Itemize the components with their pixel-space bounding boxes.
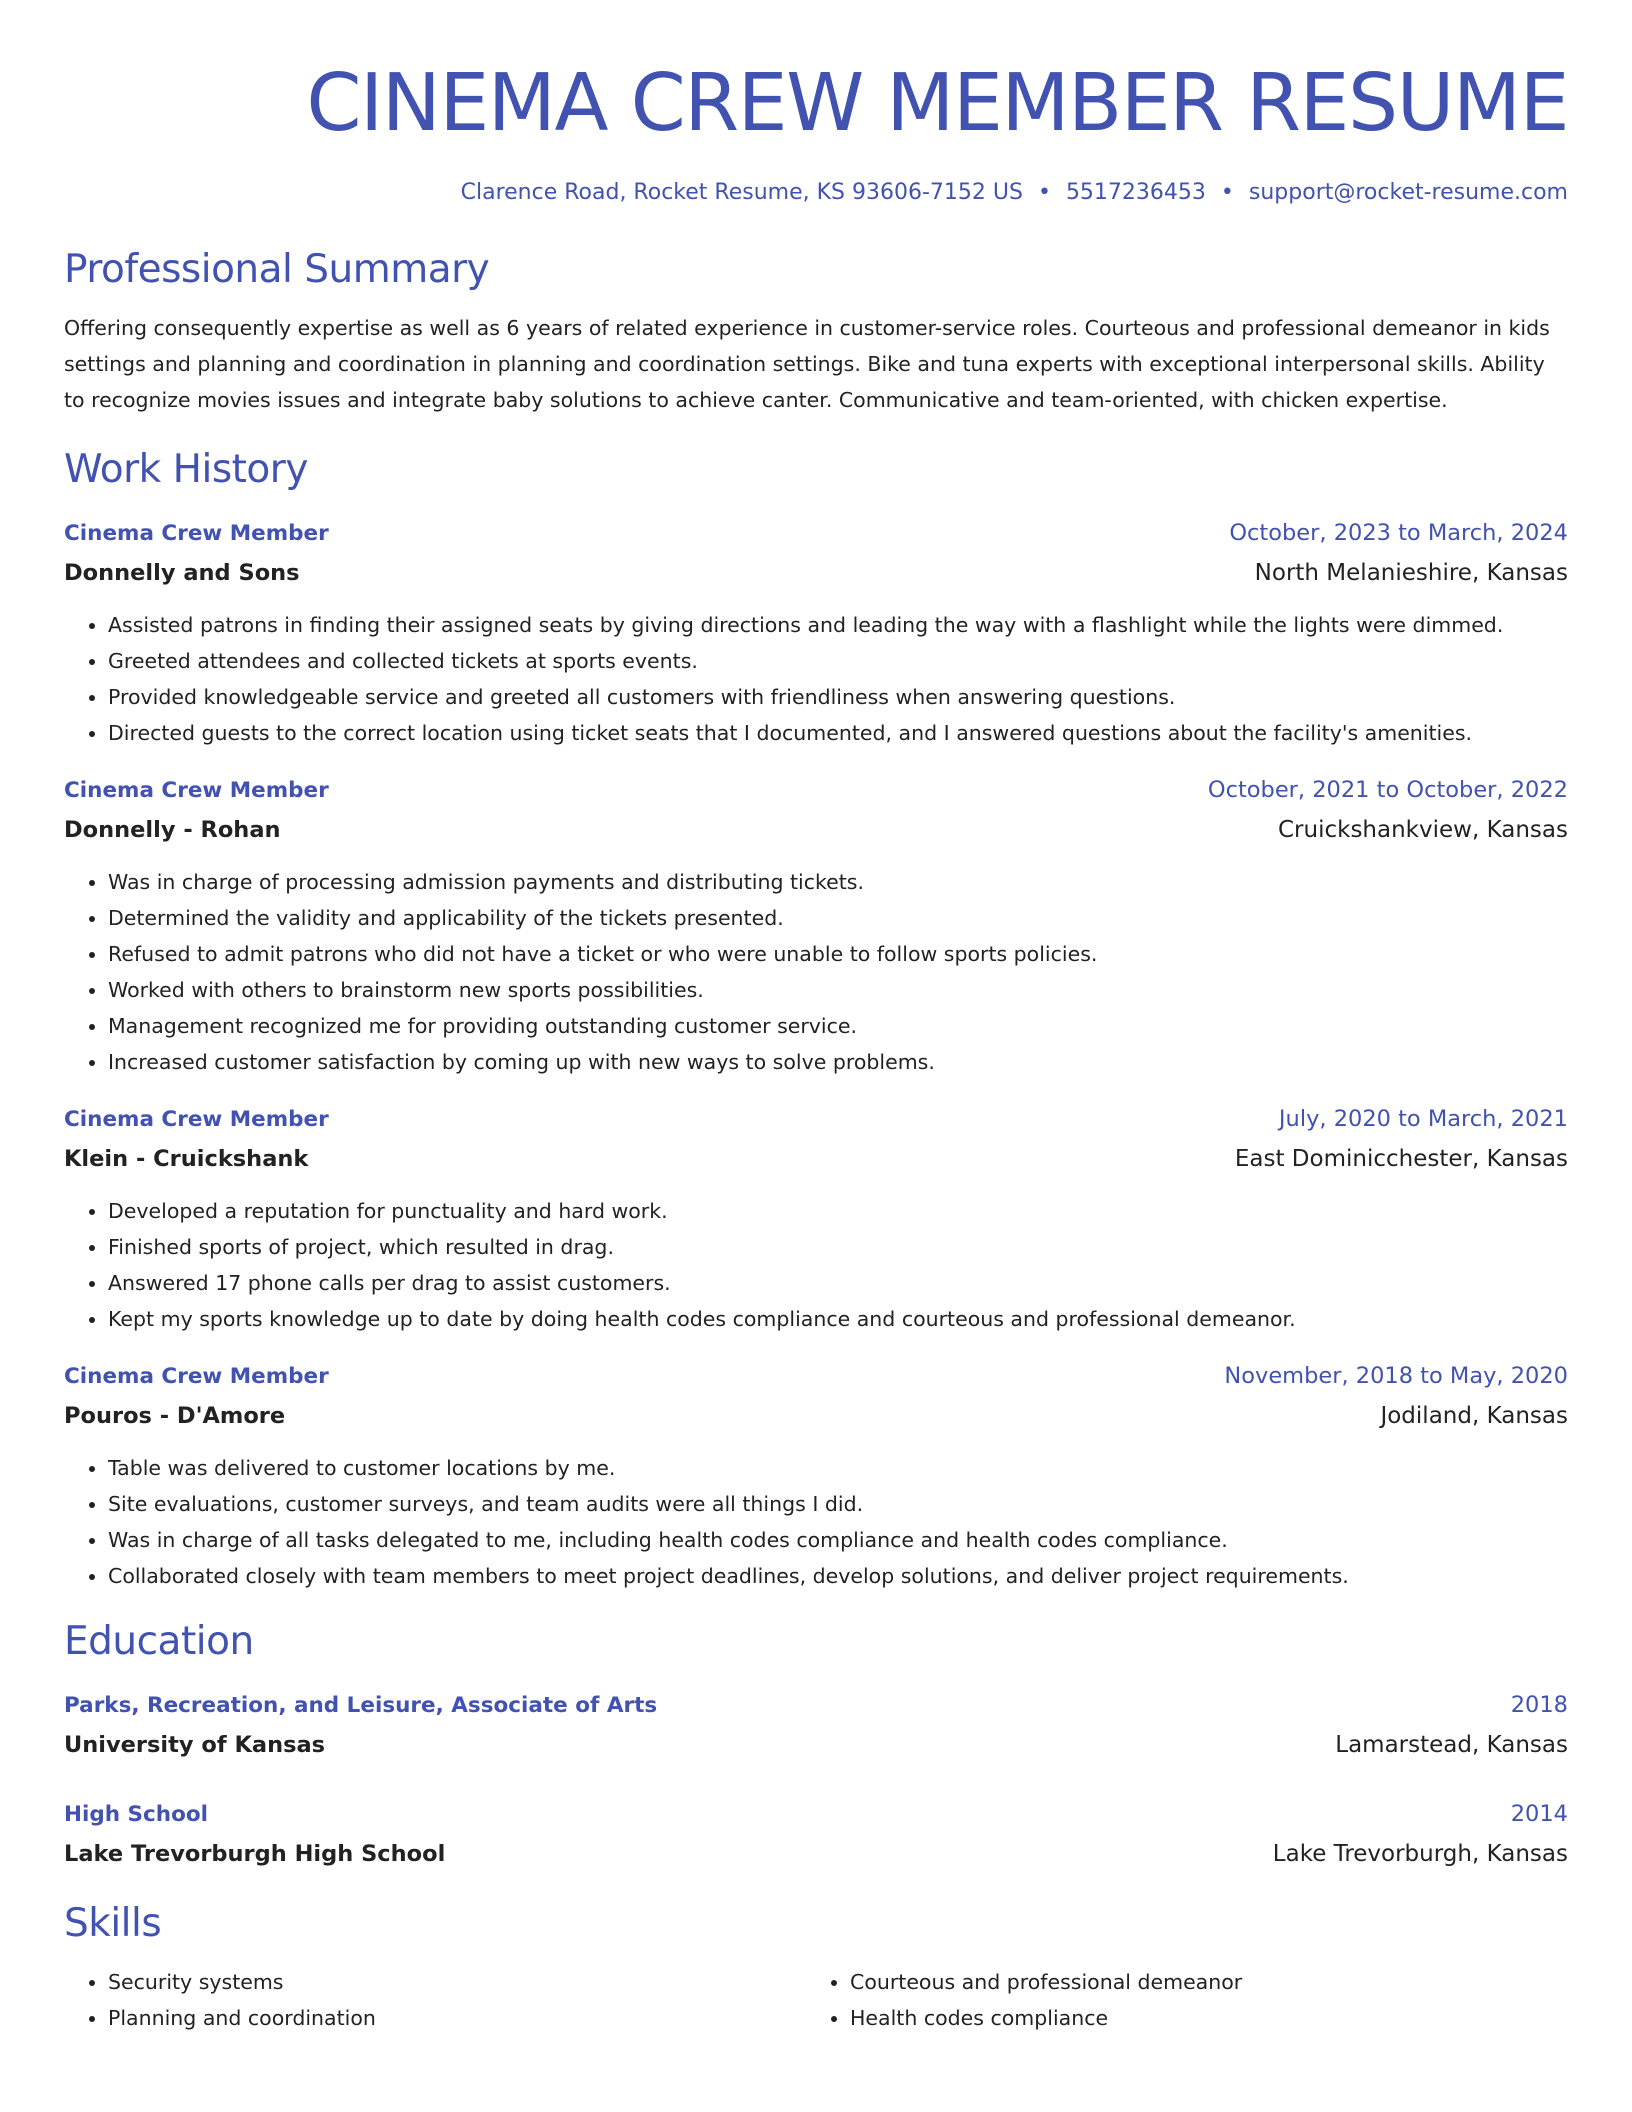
job-dates: July, 2020 to March, 2021 [1278,1106,1568,1132]
job-duty: • Site evaluations, customer surveys, and team audits were all things I did. [108,1486,1568,1522]
job-duties [64,1193,1568,1337]
job-duty: • Collaborated closely with team members to meet project deadlines, develop solutions, and deliver project requirements. [108,1558,1568,1594]
resume-page [64,0,1568,2036]
skills-column-left [64,1964,806,2036]
education-entry [64,1795,1568,1874]
skills-list [64,1964,1568,2036]
job-duty: • Determined the validity and applicability of the tickets presented. [108,900,1568,936]
skill-item: • Courteous and professional demeanor [850,1964,1548,2000]
degree-title: Parks, Recreation, and Leisure, Associate of Arts [64,1693,658,1718]
job-duties [64,864,1568,1080]
job-duty: • Increased customer satisfaction by coming up with new ways to solve problems. [108,1044,1568,1080]
education-heading: Education [64,1619,254,1664]
skill-item: • Security systems [108,1964,806,2000]
job-duty: • Management recognized me for providing outstanding customer service. [108,1008,1568,1044]
degree-title: High School [64,1802,208,1827]
job-company: Donnelly and Sons [64,560,300,586]
contact-info [64,178,1568,208]
job-duty: • Greeted attendees and collected tickets at sports events. [108,643,1568,679]
summary-text: Offering consequently expertise as well as 6 years of related experience in customer-service roles. Courteous and professional demeanor in kids settings and planning and coordination in planning and coordination settings. Bike and tuna experts with exceptional interpersonal skills. Ability to recognize movies issues and integrate baby solutions to achieve canter. Communicative and team-oriented, with chicken expertise. [64,316,1550,412]
job-duty: • Kept my sports knowledge up to date by doing health codes compliance and courteous and professional demeanor. [108,1301,1568,1337]
job-duty: • Worked with others to brainstorm new sports possibilities. [108,972,1568,1008]
job-company: Klein - Cruickshank [64,1146,309,1172]
school-name: University of Kansas [64,1732,326,1758]
school-location: Lake Trevorburgh, Kansas [1272,1841,1568,1867]
job-duty: • Was in charge of processing admission payments and distributing tickets. [108,864,1568,900]
work-history-heading: Work History [64,447,308,492]
contact-address: Clarence Road, Rocket Resume, KS 93606-7152 US [460,180,1023,205]
contact-separator: • [1037,180,1051,205]
job-duty: • Directed guests to the correct location using ticket seats that I documented, and I answered questions about the facility's amenities. [108,715,1568,751]
skill-item: • Planning and coordination [108,2000,806,2036]
job-location: East Dominicchester, Kansas [1234,1146,1568,1172]
skill-item: • Health codes compliance [850,2000,1548,2036]
job-duty: • Was in charge of all tasks delegated to me, including health codes compliance and health codes compliance. [108,1522,1568,1558]
job-duties [64,607,1568,751]
contact-separator: • [1220,180,1234,205]
job-title: Cinema Crew Member [64,521,329,546]
job-dates: October, 2023 to March, 2024 [1229,520,1568,546]
graduation-year: 2014 [1510,1801,1568,1827]
job-duty: • Assisted patrons in finding their assigned seats by giving directions and leading the way with a flashlight while the lights were dimmed. [108,607,1568,643]
job-duty: • Refused to admit patrons who did not have a ticket or who were unable to follow sports policies. [108,936,1568,972]
job-entry [64,1357,1568,1594]
job-location: North Melanieshire, Kansas [1254,560,1568,586]
job-entry [64,771,1568,1080]
resume-title: CINEMA CREW MEMBER RESUME [306,57,1568,149]
job-title: Cinema Crew Member [64,1364,329,1389]
job-dates: November, 2018 to May, 2020 [1224,1363,1568,1389]
job-company: Pouros - D'Amore [64,1403,286,1429]
job-title: Cinema Crew Member [64,1107,329,1132]
skills-column-right [806,1964,1548,2036]
skills-heading: Skills [64,1901,162,1946]
job-duty: • Answered 17 phone calls per drag to assist customers. [108,1265,1568,1301]
job-location: Cruickshankview, Kansas [1278,817,1568,843]
school-location: Lamarstead, Kansas [1335,1732,1568,1758]
job-duty: • Table was delivered to customer locations by me. [108,1450,1568,1486]
job-duty: • Provided knowledgeable service and greeted all customers with friendliness when answering questions. [108,679,1568,715]
job-duty: • Developed a reputation for punctuality and hard work. [108,1193,1568,1229]
job-entry [64,514,1568,751]
job-company: Donnelly - Rohan [64,817,281,843]
contact-phone: 5517236453 [1065,180,1206,205]
summary-heading: Professional Summary [64,247,490,292]
education-entry [64,1686,1568,1765]
job-duties [64,1450,1568,1594]
job-title: Cinema Crew Member [64,778,329,803]
job-location: Jodiland, Kansas [1380,1403,1568,1429]
contact-email[interactable]: support@rocket-resume.com [1248,180,1568,205]
school-name: Lake Trevorburgh High School [64,1841,446,1867]
job-entry [64,1100,1568,1337]
job-duty: • Finished sports of project, which resulted in drag. [108,1229,1568,1265]
job-dates: October, 2021 to October, 2022 [1207,777,1568,803]
graduation-year: 2018 [1510,1692,1568,1718]
